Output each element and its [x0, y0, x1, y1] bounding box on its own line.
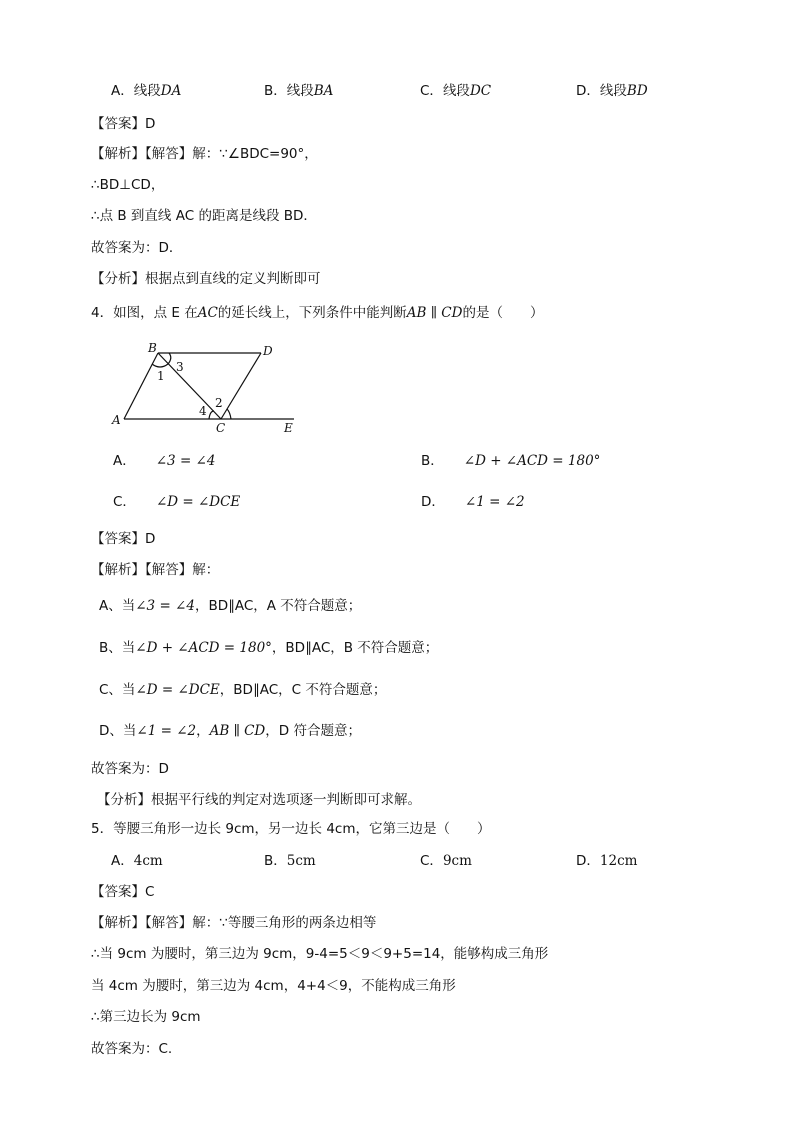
option-math: DC [469, 83, 492, 99]
reason-text: ， [196, 723, 210, 739]
reason-text: ，BD∥AC，C 不符合题意； [219, 682, 387, 698]
option-text: 5cm [286, 853, 316, 869]
reason-text: A、当 [99, 598, 136, 614]
label-d: D [263, 344, 273, 358]
option-math: ∠D + ∠ACD = 180° [463, 453, 601, 469]
reason-text: C、当 [99, 682, 136, 698]
q5-stem: 5．等腰三角形一边长 9cm，另一边长 4cm，它第三边是（ ） [91, 821, 491, 837]
q3-step-2: ∴点 B 到直线 AC 的距离是线段 BD． [91, 208, 317, 224]
q3-summary: 【分析】根据点到直线的定义判断即可 [91, 271, 321, 287]
stem-text: 4．如图，点 E 在 [91, 305, 198, 321]
option-text: 线段 [599, 83, 627, 99]
q5-option-a [111, 852, 163, 870]
reason-text: ，BD∥AC，B 不符合题意； [271, 640, 439, 656]
option-letter: C． [420, 853, 443, 869]
option-letter: B． [264, 83, 287, 99]
stem-text: 的是（ ） [462, 305, 544, 321]
q4-reason-c [99, 681, 386, 699]
angle-3-arc [168, 353, 171, 364]
label-e: E [284, 421, 293, 435]
q3-analysis-head: 【解析】【解答】解：∵∠BDC=90°， [91, 146, 318, 162]
q3-option-b [264, 82, 333, 100]
reason-text: B、当 [99, 640, 136, 656]
q4-conclusion: 故答案为：D [91, 761, 169, 777]
label-a: A [112, 413, 121, 427]
q4-reason-b [99, 639, 438, 657]
option-math: ∠3 = ∠4 [155, 453, 216, 469]
angle-2-arc [227, 409, 231, 419]
q5-answer: 【答案】C [91, 884, 155, 900]
option-letter: C． [420, 83, 443, 99]
q4-analysis-head: 【解析】【解答】解： [91, 562, 220, 578]
q3-step-1: ∴BD⊥CD， [91, 177, 165, 193]
option-math: ∠1 = ∠2 [464, 494, 525, 510]
q3-option-a [111, 82, 181, 100]
q5-step-1: ∴当 9cm 为腰时，第三边为 9cm，9-4=5＜9＜9+5=14，能够构成三角形 [91, 946, 549, 962]
segment-bc [158, 353, 221, 419]
option-letter: D． [576, 853, 600, 869]
q4-stem [91, 304, 543, 322]
label-angle-4: 4 [199, 404, 207, 418]
option-text: 9cm [442, 853, 472, 869]
option-letter: A． [111, 83, 134, 99]
option-letter: A． [111, 853, 134, 869]
option-text: 线段 [442, 83, 470, 99]
q4-reason-a [99, 597, 361, 615]
q5-step-3: ∴第三边长为 9cm [91, 1009, 201, 1025]
label-c: C [216, 421, 226, 435]
q4-option-c [113, 493, 240, 511]
q3-conclusion: 故答案为：D． [91, 240, 183, 256]
reason-math: ∠D = ∠DCE [135, 682, 220, 698]
reason-math: ∠3 = ∠4 [135, 598, 195, 614]
q4-option-b [421, 452, 600, 470]
q5-step-2: 当 4cm 为腰时，第三边为 4cm，4+4＜9，不能构成三角形 [91, 978, 456, 994]
angle-4-arc [209, 411, 214, 419]
q4-option-d [421, 493, 525, 511]
reason-text: ，BD∥AC，A 不符合题意； [194, 598, 362, 614]
option-text: 4cm [133, 853, 163, 869]
reason-math: ∠D + ∠ACD = 180° [135, 640, 272, 656]
label-angle-2: 2 [215, 396, 223, 410]
q5-option-d [576, 852, 637, 870]
option-letter: D． [576, 83, 600, 99]
segment-ab [124, 353, 158, 419]
q4-figure [110, 340, 310, 440]
q3-option-c [420, 82, 491, 100]
q4-option-a [113, 452, 215, 470]
reason-text: ，D 符合题意； [265, 723, 361, 739]
option-text: 12cm [599, 853, 638, 869]
q5-option-c [420, 852, 472, 870]
option-text: 线段 [286, 83, 314, 99]
option-math: BA [313, 83, 334, 99]
option-text: 线段 [133, 83, 161, 99]
option-letter: B． [264, 853, 287, 869]
label-angle-3: 3 [176, 360, 184, 374]
stem-text: 的延长线上，下列条件中能判断 [217, 305, 407, 321]
q4-answer: 【答案】D [91, 531, 156, 547]
q4-summary: 【分析】根据平行线的判定对选项逐一判断即可求解。 [97, 792, 421, 808]
reason-text: D、当 [99, 723, 137, 739]
option-math: ∠D = ∠DCE [155, 494, 241, 510]
q3-option-d [576, 82, 648, 100]
option-math: BD [626, 83, 648, 99]
q5-conclusion: 故答案为：C. [91, 1041, 173, 1057]
reason-math: AB ∥ CD [209, 723, 266, 739]
option-letter: A． [113, 453, 136, 469]
q5-analysis-head: 【解析】【解答】解：∵等腰三角形的两条边相等 [91, 915, 377, 931]
q5-option-b [264, 852, 316, 870]
option-math: DA [160, 83, 182, 99]
reason-math: ∠1 = ∠2 [136, 723, 197, 739]
q3-answer: 【答案】D [91, 116, 156, 132]
stem-math: AB ∥ CD [406, 305, 463, 321]
angle-1-arc [152, 364, 168, 367]
option-letter: C． [113, 494, 136, 510]
option-letter: B． [421, 453, 444, 469]
stem-math: AC [197, 305, 218, 321]
label-b: B [148, 341, 157, 355]
q4-reason-d [99, 722, 361, 740]
option-letter: D． [421, 494, 445, 510]
label-angle-1: 1 [157, 369, 165, 383]
